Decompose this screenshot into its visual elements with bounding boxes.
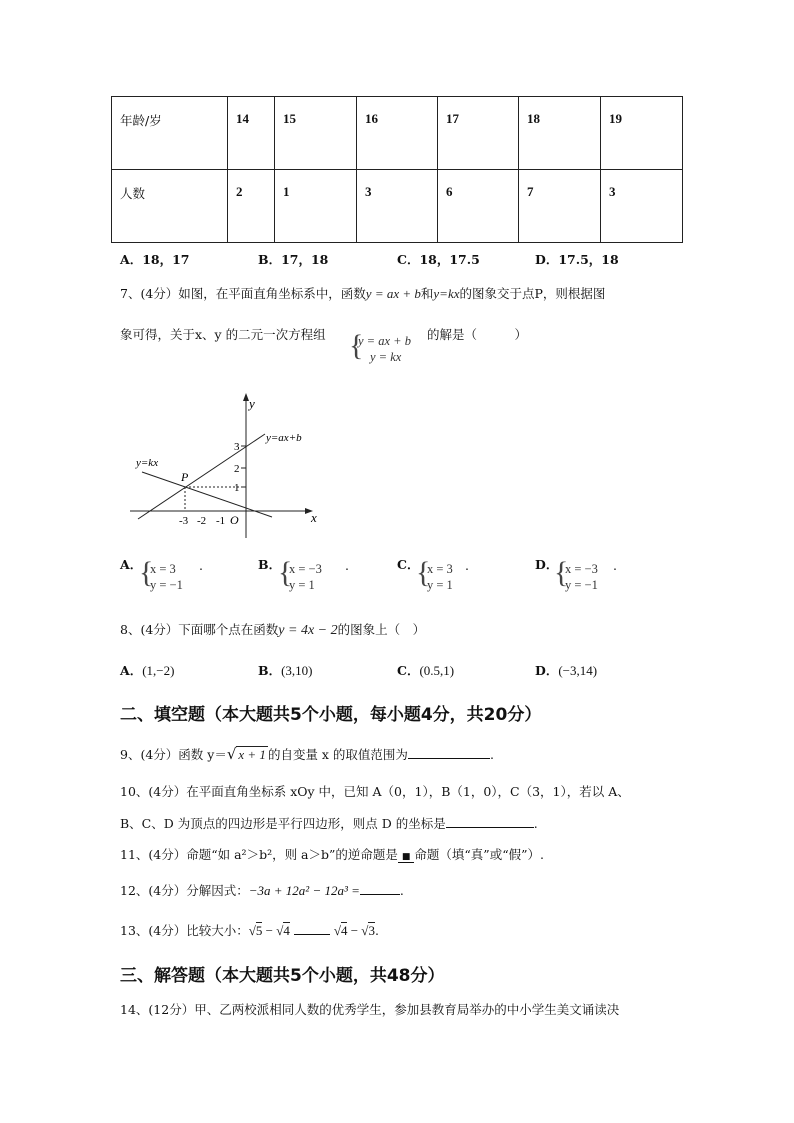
q7-system-eq1: y = ax + b: [358, 334, 411, 348]
q8-option-c-letter: C．: [397, 663, 420, 678]
q7-text: 7、(4分）如图，在平面直角坐标系中，函数: [120, 286, 366, 301]
q6-option-c: C．18，17.5: [397, 252, 480, 267]
answer-blank[interactable]: [360, 881, 400, 895]
answer-blank[interactable]: [294, 921, 330, 935]
line-kx: [142, 472, 272, 517]
table-cell: 年龄/岁: [112, 97, 228, 170]
table-cell: 14: [228, 97, 275, 170]
question-9: [120, 745, 494, 763]
tick-label-x: -2: [197, 515, 207, 527]
q7-option-d-eq2: y = −1: [565, 578, 598, 592]
q7-option-d-system: [565, 561, 598, 593]
q7-option-d-letter: D．: [535, 557, 559, 572]
table-cell: 18: [519, 97, 601, 170]
table-cell: 7: [519, 170, 601, 243]
q10-line1: 10、(4分）在平面直角坐标系 xOy 中，已知 A（0，1），B（1，0），C（3，1），若以 A、: [120, 784, 630, 799]
age-table: [111, 96, 683, 243]
q8-option-b-value: (3,10): [281, 663, 313, 678]
q8-option-b: [258, 661, 313, 679]
q7-formula-1: y = ax + b: [365, 286, 421, 301]
table-cell: 人数: [112, 170, 228, 243]
question-12: [120, 881, 404, 899]
answer-blank[interactable]: [408, 745, 490, 759]
q12-text: 12、(4分）分解因式：: [120, 883, 249, 898]
table-cell: 3: [357, 170, 438, 243]
q9-radicand: x + 1: [238, 747, 266, 762]
q13-radicand: 4: [283, 923, 290, 938]
q13-right-expression: √4 − √3: [333, 923, 375, 938]
tick-label-x: -1: [216, 515, 226, 527]
question-11: [120, 845, 544, 863]
table-cell: 15: [275, 97, 357, 170]
x-label: x: [311, 510, 317, 525]
table-cell: 3: [601, 170, 683, 243]
q8-option-d: [535, 661, 597, 679]
q7-option-c-system: [427, 561, 453, 593]
tick-label-y: 1: [234, 482, 240, 494]
table-row-age: [112, 97, 683, 170]
q7-system: [358, 333, 411, 365]
q7-line2-pre: 象可得，关于x、y 的二元一次方程组: [120, 327, 326, 342]
q8-option-a: [120, 661, 174, 679]
table-cell: 16: [357, 97, 438, 170]
q7-option-b-eq2: y = 1: [289, 578, 315, 592]
q7-and: 和: [420, 286, 434, 301]
q8-text-2: 的图象上（ ）: [337, 622, 426, 637]
q12-expression: −3a + 12a² − 12a³ =: [248, 883, 360, 898]
tick-label-y: 2: [234, 463, 240, 475]
q7-formula-2: y=kx: [433, 286, 460, 301]
q13-radicand: 3: [368, 923, 375, 938]
sqrt-sign: √: [226, 745, 237, 763]
q7-option-a-eq1: x = 3: [150, 562, 176, 576]
table-cell: 6: [438, 170, 519, 243]
q7-option-d-eq1: x = −3: [565, 562, 598, 576]
q8-option-d-value: (−3,14): [558, 663, 598, 678]
q6-option-b: B．17，18: [258, 252, 329, 267]
q7-option-b-system: [289, 561, 322, 593]
q7-option-a-letter: A．: [120, 557, 143, 572]
q7-option-b-letter: B．: [258, 557, 282, 572]
question-13: [120, 921, 379, 939]
q8-formula: y = 4x − 2: [278, 623, 338, 638]
q7-option-d-brace: {: [554, 556, 569, 589]
question-7-line1: [120, 284, 605, 302]
q7-option-c-eq2: y = 1: [427, 578, 453, 592]
q7-option-a-system: [150, 561, 183, 593]
q7-system-eq2: y = kx: [370, 350, 402, 364]
section-heading-fill-in: 二、填空题（本大题共5个小题，每小题4分，共20分）: [120, 705, 542, 725]
p-label: P: [181, 470, 189, 484]
line-ax-b-label: y=ax+b: [266, 432, 302, 444]
q13-radicand: 5: [255, 923, 263, 938]
q7-line2-post: 的解是（ ）: [427, 327, 528, 342]
q7-option-b-brace: {: [278, 556, 293, 589]
table-row-count: [112, 170, 683, 243]
q8-option-c-value: (0.5,1): [419, 663, 455, 678]
y-label: y: [249, 396, 255, 411]
q11-text: 11、(4分）命题“如 a²＞b²，则 a＞b”的逆命题是: [120, 847, 398, 862]
q7-brace: {: [349, 329, 364, 362]
origin-label: O: [230, 513, 239, 527]
q13-left-expression: √5 − √4: [248, 923, 290, 938]
q7-graph: [130, 388, 330, 540]
q10-line2-text: B、C、D 为顶点的四边形是平行四边形，则点 D 的坐标是: [120, 816, 446, 831]
q13-radicand: 4: [340, 923, 348, 938]
q13-end: .: [374, 923, 379, 938]
question-8: [120, 620, 425, 639]
q7-option-b-end: .: [345, 558, 349, 573]
q7-option-d-end: .: [613, 558, 617, 573]
q11-mark: ■: [398, 852, 415, 863]
q7-text-2: 的图象交于点P，则根据图: [459, 286, 606, 301]
q10-end: .: [533, 816, 538, 831]
answer-blank[interactable]: [446, 814, 534, 828]
q6-option-d: D．17.5，18: [535, 252, 619, 267]
table-cell: 17: [438, 97, 519, 170]
question-14: 14、(12分）甲、乙两校派相同人数的优秀学生，参加县教育局举办的中小学生美文诵读决: [120, 1002, 620, 1017]
table-cell: 19: [601, 97, 683, 170]
q8-option-a-value: (1,−2): [142, 663, 175, 678]
q10-line2: [120, 814, 538, 832]
q8-text: 8、(4分）下面哪个点在函数: [120, 622, 279, 637]
q7-option-a-brace: {: [139, 556, 154, 589]
section-heading-answers: 三、解答题（本大题共5个小题，共48分）: [120, 966, 445, 986]
q8-option-c: [397, 661, 454, 679]
tick-label-x: -3: [179, 515, 189, 527]
q7-option-c-eq1: x = 3: [427, 562, 453, 576]
q9-end: .: [489, 747, 494, 762]
q9-text-2: 的自变量 x 的取值范围为: [267, 747, 408, 762]
table-cell: 1: [275, 170, 357, 243]
table-cell: 2: [228, 170, 275, 243]
q7-option-b-eq1: x = −3: [289, 562, 322, 576]
q12-end: .: [399, 883, 404, 898]
line-kx-label: y=kx: [136, 457, 159, 469]
q8-option-a-letter: A．: [120, 663, 143, 678]
q9-text: 9、(4分）函数 y＝: [120, 747, 227, 762]
q7-option-c-letter: C．: [397, 557, 420, 572]
q8-option-d-letter: D．: [535, 663, 559, 678]
q7-option-c-end: .: [465, 558, 469, 573]
q7-option-a-end: .: [199, 558, 203, 573]
q7-option-a-eq2: y = −1: [150, 578, 183, 592]
q7-option-c-brace: {: [416, 556, 431, 589]
tick-label-y: 3: [234, 441, 240, 453]
q8-option-b-letter: B．: [258, 663, 282, 678]
q11-text-2: 命题（填“真”或“假”）.: [414, 847, 544, 862]
q6-option-a: A．18，17: [120, 252, 190, 267]
q13-text: 13、(4分）比较大小：: [120, 923, 249, 938]
